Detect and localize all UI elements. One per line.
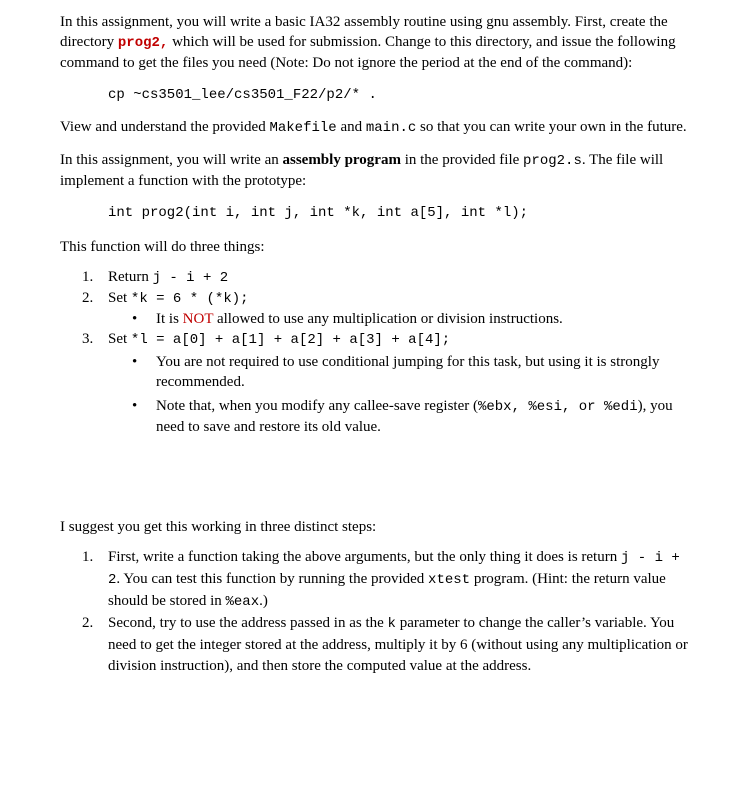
task-item-3: [60, 329, 700, 350]
not-emphasis: NOT: [182, 311, 214, 327]
bullet-text: It is: [156, 311, 183, 327]
directory-name: prog2,: [117, 35, 169, 51]
intro-paragraph: [60, 12, 700, 73]
function-prototype: int prog2(int i, int j, int *k, int a[5], int *l);: [108, 205, 529, 221]
step-item-1: [60, 547, 700, 613]
program-paragraph: [60, 150, 700, 191]
step-text: parameter to change the caller’s variable. You need to get the integer stored at the address, multiply it by 6 (without using any multiplication or division instruction), and then store the computed value at the address.: [108, 615, 688, 674]
mainc-name: main.c: [365, 120, 417, 136]
makefile-paragraph: [60, 117, 700, 138]
task-code: j - i + 2: [152, 270, 229, 286]
assignment-document: [60, 12, 700, 677]
makefile-text: View and understand the provided: [60, 119, 270, 135]
xtest-name: xtest: [428, 572, 471, 588]
and-text: and: [336, 119, 366, 135]
bullet-icon: •: [132, 311, 138, 327]
file-text: in the provided file: [400, 152, 524, 168]
program-text: In this assignment, you will write an: [60, 152, 283, 168]
task-label: Set: [108, 331, 131, 347]
step-number: 2.: [82, 615, 94, 631]
task-label: Return: [108, 269, 153, 285]
step-item-2: [60, 613, 700, 677]
step-text: . You can test this function by running the provided: [116, 571, 429, 587]
task-number: 1.: [82, 269, 94, 285]
task3-bullet-2: [60, 396, 700, 437]
task3-bullet-1: [60, 352, 700, 392]
bullet-text-cont: ), you need to save and restore its old value.: [156, 398, 673, 435]
eax-register: %eax: [225, 594, 260, 610]
task-number: 2.: [82, 290, 94, 306]
k-param: k: [387, 616, 396, 632]
bullet-icon: •: [132, 354, 138, 370]
assembly-program-bold: assembly program: [282, 152, 401, 168]
step-text: First, write a function taking the above arguments, but the only thing it does is return: [108, 549, 621, 565]
prog2-file-name: prog2.s: [523, 153, 582, 169]
step-number: 1.: [82, 549, 94, 565]
task-label: Set: [108, 290, 131, 306]
task-number: 3.: [82, 331, 94, 347]
steps-list: [60, 547, 700, 677]
makefile-name: Makefile: [269, 120, 337, 136]
intro-text: In this assignment, you will write a basic IA32 assembly routine using gnu assembly. First, create the directory: [60, 14, 668, 50]
step-text: program. (Hint: the return value should be stored in: [108, 571, 666, 609]
callee-save-registers: %ebx, %esi, or %edi: [477, 399, 638, 415]
bullet-icon: •: [132, 398, 138, 414]
task-code: *k = 6 * (*k);: [130, 291, 249, 307]
task2-bullet: [60, 309, 700, 329]
task-code: *l = a[0] + a[1] + a[2] + a[3] + a[4];: [130, 332, 451, 348]
prototype-intro-text: . The file will implement a function with the prototype:: [60, 152, 664, 189]
task-item-2: [60, 288, 700, 309]
suggest-heading: I suggest you get this working in three distinct steps:: [60, 519, 377, 535]
bullet-text: You are not required to use conditional jumping for this task, but using it is strongly recommended.: [156, 354, 660, 390]
bullet-text: Note that, when you modify any callee-save register (: [156, 398, 478, 414]
step-text: .): [259, 593, 268, 609]
copy-command: cp ~cs3501_lee/cs3501_F22/p2/* .: [108, 87, 377, 103]
intro-text-cont: which will be used for submission. Change to this directory, and issue the following command to get the files you need (Note: Do not ignore the period at the end of the command):: [60, 34, 676, 71]
spacer: [60, 437, 700, 517]
task-list: [60, 267, 700, 437]
three-things-heading: This function will do three things:: [60, 239, 265, 255]
task-item-1: [60, 267, 700, 288]
step-text: Second, try to use the address passed in as the: [108, 615, 388, 631]
future-text: so that you can write your own in the future.: [416, 119, 687, 135]
bullet-text-cont: allowed to use any multiplication or division instructions.: [213, 311, 563, 327]
step-code: j - i + 2: [108, 550, 680, 588]
